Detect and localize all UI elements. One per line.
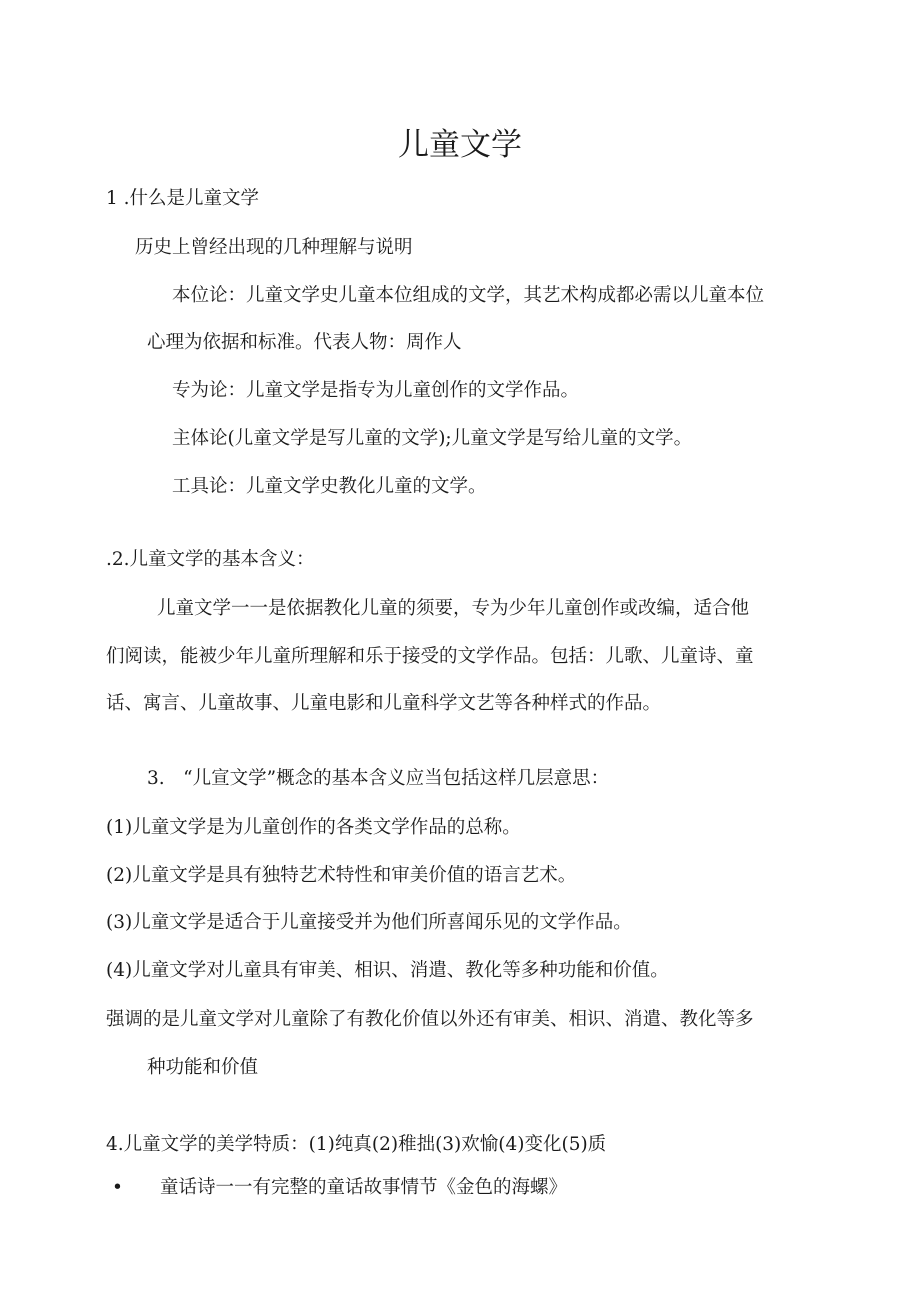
gongju-theory: 工具论：儿童文学史教化儿童的文学。 — [172, 476, 487, 497]
section-1-heading: 1 .什么是儿童文学 — [106, 188, 260, 209]
section-4-heading: 4.儿童文学的美学特质：(1)纯真(2)稚拙(3)欢愉(4)变化(5)质 — [106, 1134, 607, 1155]
bullet-icon: • — [112, 1177, 123, 1198]
benwei-theory-line-2: 心理为依据和标准。代表人物：周作人 — [147, 332, 462, 353]
section-2-paragraph-line-1: 儿童文学一一是依据教化儿童的须要，专为少年儿童创作或改编，适合他 — [157, 598, 750, 619]
section-2-paragraph-line-2: 们阅读，能被少年儿童所理解和乐于接受的文学作品。包括：儿歌、儿童诗、童 — [106, 646, 754, 667]
section-1-subheading: 历史上曾经出现的几种理解与说明 — [135, 237, 413, 258]
section-2-heading: .2.儿童文学的基本含义： — [106, 549, 315, 570]
section-3-heading: 3. “儿宣文学”概念的基本含义应当包括这样几层意思： — [147, 768, 610, 789]
section-3-emphasis-line-2: 种功能和价值 — [147, 1057, 259, 1078]
zhuanwei-theory: 专为论：儿童文学是指专为儿童创作的文学作品。 — [172, 380, 580, 401]
section-3-item-4: (4)儿童文学对儿童具有审美、相识、消遣、教化等多种功能和价值。 — [106, 960, 669, 981]
section-3-item-1: (1)儿童文学是为儿童创作的各类文学作品的总称。 — [106, 817, 521, 838]
zhuti-theory: 主体论(儿童文学是写儿童的文学);儿童文学是写给儿童的文学。 — [172, 428, 693, 449]
bullet-item-text: 童话诗一一有完整的童话故事情节《金色的海螺》 — [160, 1177, 568, 1198]
section-3-item-3: (3)儿童文学是适合于儿童接受并为他们所喜闻乐见的文学作品。 — [106, 912, 632, 933]
section-3-item-2: (2)儿童文学是具有独特艺术特性和审美价值的语言艺术。 — [106, 865, 577, 886]
section-3-emphasis-line-1: 强调的是儿童文学对儿童除了有教化价值以外还有审美、相识、消遣、教化等多 — [106, 1009, 754, 1030]
benwei-theory-line-1: 本位论：儿童文学史儿童本位组成的文学，其艺术构成都必需以儿童本位 — [172, 285, 765, 306]
document-title: 儿童文学 — [398, 127, 522, 163]
section-2-paragraph-line-3: 话、寓言、儿童故事、儿童电影和儿童科学文艺等各种样式的作品。 — [106, 693, 662, 714]
